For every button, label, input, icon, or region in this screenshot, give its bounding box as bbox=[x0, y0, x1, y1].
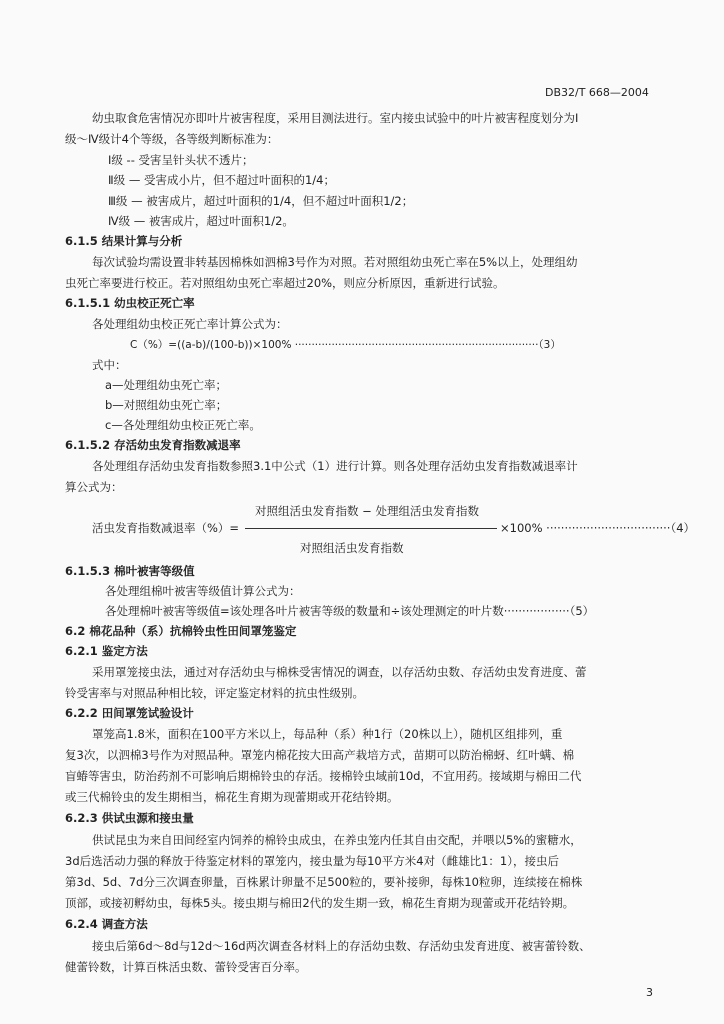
heading-6-2: 6.2 棉花品种（系）抗棉铃虫性田间罩笼鉴定 bbox=[65, 624, 297, 638]
s6-2-3-line-2: 3d后选活动力强的释放于待鉴定材料的罩笼内，接虫量为每10平方米4对（雌雄比1：1），接虫后 bbox=[65, 854, 559, 868]
s6-1-5-3-intro: 各处理组棉叶被害等级值计算公式为： bbox=[105, 584, 301, 598]
heading-6-1-5-2: 6.1.5.2 存活幼虫发育指数减退率 bbox=[65, 438, 241, 452]
s6-2-2-line-4: 或三代棉铃虫的发生期相当，棉花生育期为现蕾期或开花结铃期。 bbox=[65, 790, 399, 804]
s6-2-4-line-1: 接虫后第6d～8d与12d～16d两次调查各材料上的存活幼虫数、存活幼虫发育进度、被害蕾铃数、 bbox=[92, 939, 591, 953]
grade-3: Ⅲ级 — 被害成片，超过叶面积的1/4，但不超过叶面积1/2； bbox=[108, 194, 414, 208]
formula-5: 各处理棉叶被害等级值=该处理各叶片被害等级的数量和÷该处理测定的叶片数··················（5） bbox=[105, 604, 595, 618]
doc-code: DB32/T 668—2004 bbox=[545, 86, 649, 99]
s6-2-4-line-2: 健蕾铃数，计算百株活虫数、蕾铃受害百分率。 bbox=[65, 960, 307, 974]
formula-4-numerator: 对照组活虫发育指数 − 处理组活虫发育指数 bbox=[255, 504, 479, 518]
intro-line-1: 幼虫取食危害情况亦即叶片被害程度，采用目测法进行。室内接虫试验中的叶片被害程度划分为Ⅰ bbox=[92, 111, 579, 125]
var-b: b—对照组幼虫死亡率； bbox=[105, 398, 228, 412]
intro-line-2: 级～Ⅳ级计4个等级，各等级判断标准为： bbox=[65, 132, 279, 146]
s6-1-5-2-line-2: 算公式为： bbox=[65, 480, 123, 494]
heading-6-2-2: 6.2.2 田间罩笼试验设计 bbox=[65, 706, 194, 720]
s6-2-2-line-3: 盲蝽等害虫，防治药剂不可影响后期棉铃虫的存活。接棉铃虫域前10d，不宜用药。接域期与棉田二代 bbox=[65, 769, 582, 783]
s6-2-3-line-1: 供试昆虫为来自田间经室内饲养的棉铃虫成虫，在养虫笼内任其自由交配，并喂以5%的蜜糖水， bbox=[92, 833, 582, 847]
s6-1-5-1-intro: 各处理组幼虫校正死亡率计算公式为： bbox=[92, 317, 288, 331]
s6-1-5-2-line-1: 各处理组存活幼虫发育指数参照3.1中公式（1）进行计算。则各处理存活幼虫发育指数减退率计 bbox=[92, 459, 578, 473]
s6-2-3-line-3: 第3d、5d、7d分三次调查卵量，百株累计卵量不足500粒的，要补接卵，每株10粒卵，连续接在棉株 bbox=[65, 875, 583, 889]
formula-4-denominator: 对照组活虫发育指数 bbox=[300, 541, 404, 555]
formula-4-lhs: 活虫发育指数减退率（%）= bbox=[92, 521, 240, 535]
s6-1-5-line-1: 每次试验均需设置非转基因棉株如泗棉3号作为对照。若对照组幼虫死亡率在5%以上，处理组幼 bbox=[92, 255, 578, 269]
s6-1-5-line-2: 虫死亡率要进行校正。若对照组幼虫死亡率超过20%，则应分析原因，重新进行试验。 bbox=[65, 276, 505, 290]
formula-4-fraction-bar bbox=[245, 528, 497, 529]
formula-3-where: 式中： bbox=[92, 358, 127, 372]
heading-6-1-5: 6.1.5 结果计算与分析 bbox=[65, 234, 183, 248]
grade-4: Ⅳ级 — 被害成片，超过叶面积1/2。 bbox=[108, 214, 294, 228]
s6-2-2-line-2: 复3次，以泗棉3号作为对照品种。罩笼内棉花按大田高产栽培方式，苗期可以防治棉蚜、红叶螨、棉 bbox=[65, 748, 575, 762]
grade-1: Ⅰ级 -- 受害呈针头状不透片； bbox=[108, 153, 254, 167]
heading-6-2-1: 6.2.1 鉴定方法 bbox=[65, 644, 148, 658]
page-number: 3 bbox=[646, 986, 653, 999]
grade-2: Ⅱ级 — 受害成小片，但不超过叶面积的1/4； bbox=[108, 173, 335, 187]
heading-6-2-4: 6.2.4 调查方法 bbox=[65, 917, 148, 931]
heading-6-2-3: 6.2.3 供试虫源和接虫量 bbox=[65, 811, 194, 825]
s6-2-1-line-1: 采用罩笼接虫法，通过对存活幼虫与棉株受害情况的调查，以存活幼虫数、存活幼虫发育进度、蕾 bbox=[92, 665, 587, 679]
heading-6-1-5-3: 6.1.5.3 棉叶被害等级值 bbox=[65, 564, 195, 578]
var-a: a—处理组幼虫死亡率； bbox=[105, 378, 228, 392]
formula-4-rhs: ×100% ··································（4） bbox=[500, 521, 696, 535]
s6-2-2-line-1: 罩笼高1.8米，面积在100平方米以上，每品种（系）种1行（20株以上），随机区组排列，重 bbox=[92, 727, 563, 741]
s6-2-1-line-2: 铃受害率与对照品种相比较，评定鉴定材料的抗虫性级别。 bbox=[65, 686, 364, 700]
formula-3: C（%）=((a-b)/(100-b))×100% ·········································································（3） bbox=[130, 339, 561, 351]
heading-6-1-5-1: 6.1.5.1 幼虫校正死亡率 bbox=[65, 296, 195, 310]
s6-2-3-line-4: 顶部，或接初孵幼虫，每株5头。接虫期与棉田2代的发生期一致，棉花生育期为现蕾或开花结铃期。 bbox=[65, 896, 575, 910]
var-c: c—各处理组幼虫校正死亡率。 bbox=[105, 418, 261, 432]
